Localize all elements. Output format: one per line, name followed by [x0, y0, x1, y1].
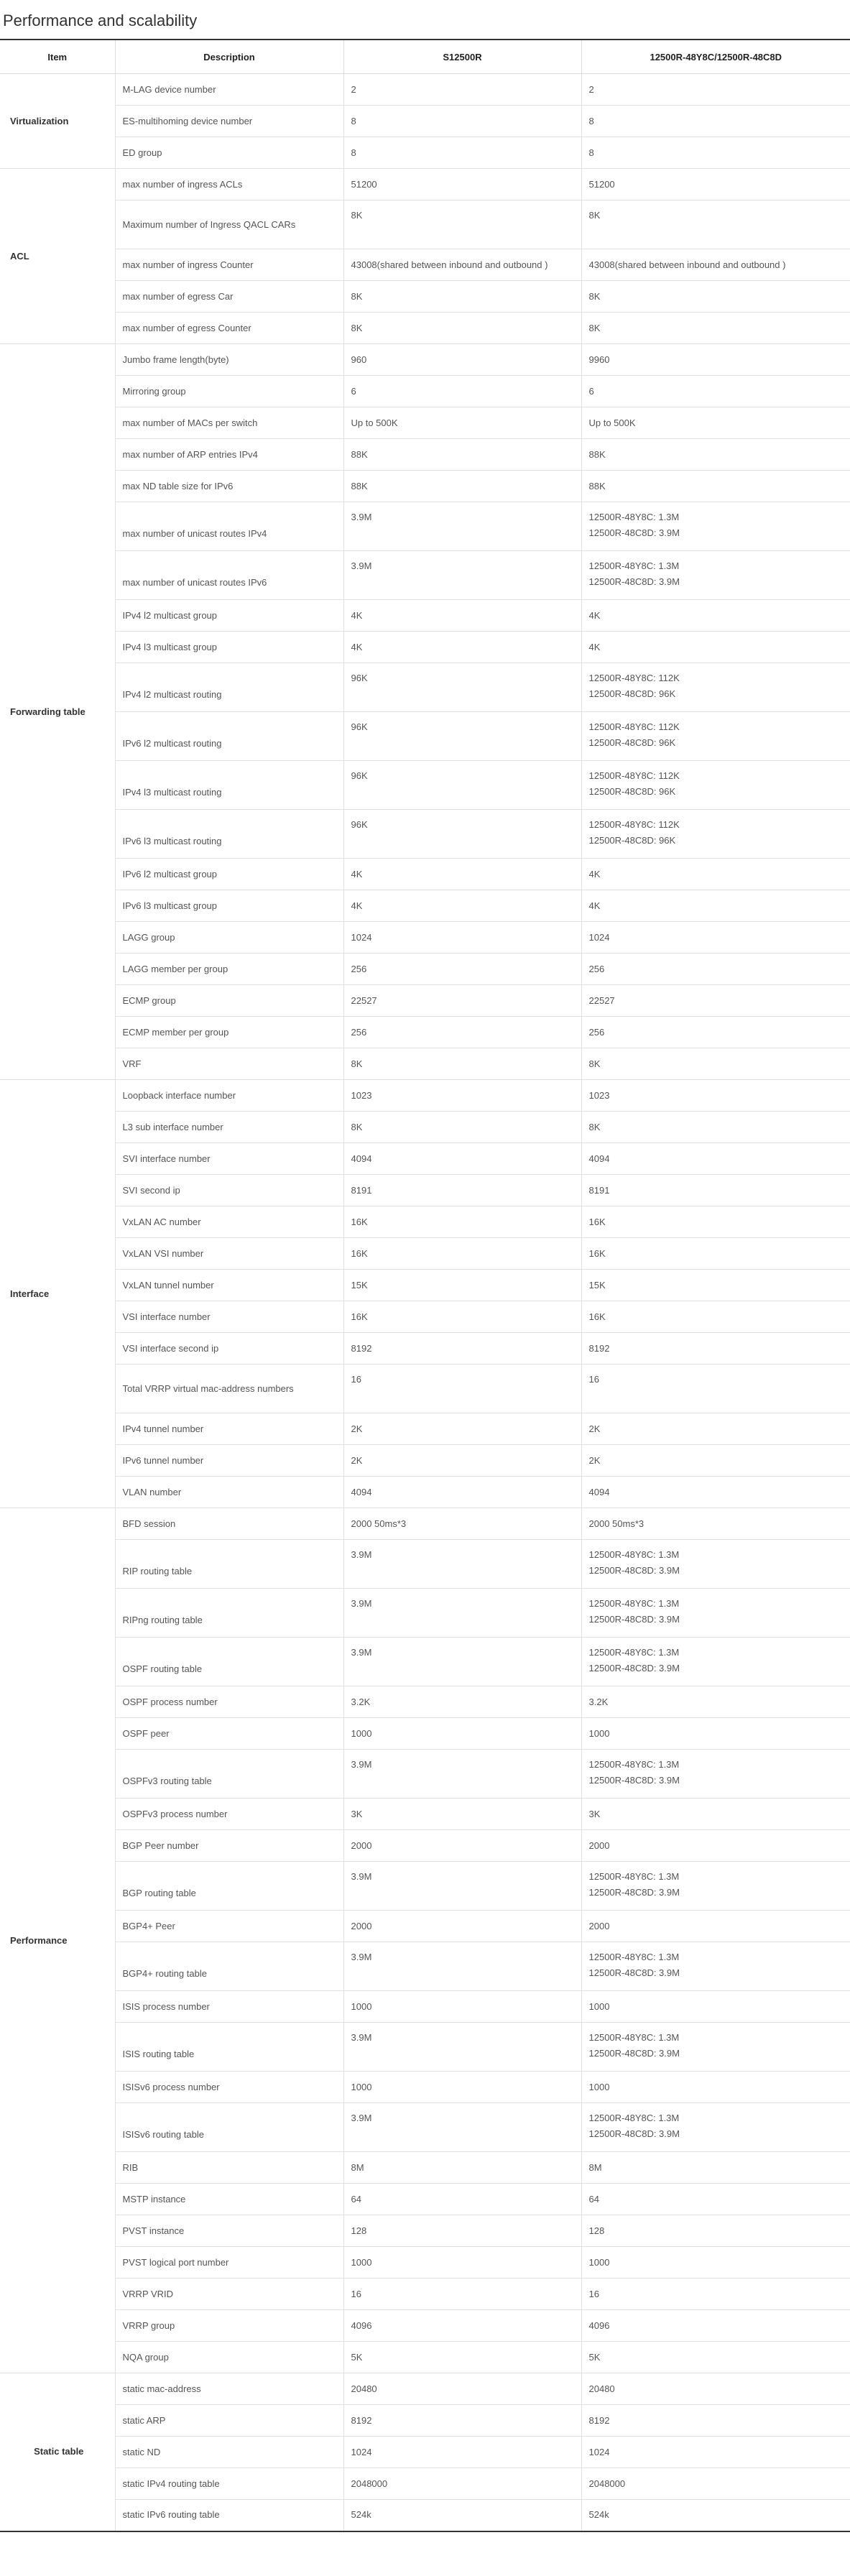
description-cell: VRF	[115, 1048, 343, 1080]
description-cell: Maximum number of Ingress QACL CARs	[115, 200, 343, 249]
table-row	[0, 2468, 850, 2500]
table-row	[0, 407, 850, 439]
description-cell: max number of ingress ACLs	[115, 169, 343, 200]
description-cell: static ND	[115, 2437, 343, 2468]
12500r-value-cell: 2000	[581, 1830, 850, 1862]
12500r-value-cell: 51200	[581, 169, 850, 200]
table-row	[0, 1080, 850, 1112]
s12500r-value-cell: 524k	[343, 2500, 581, 2531]
spec-table	[0, 39, 850, 2532]
12500r-value-cell: 3.2K	[581, 1686, 850, 1718]
description-cell: SVI interface number	[115, 1143, 343, 1175]
header-s12500r: S12500R	[343, 40, 581, 74]
description-cell: VSI interface number	[115, 1301, 343, 1333]
12500r-value-cell: 256	[581, 954, 850, 985]
description-cell: BGP Peer number	[115, 1830, 343, 1862]
description-cell: OSPFv3 routing table	[115, 1750, 343, 1799]
table-row	[0, 2437, 850, 2468]
table-row	[0, 2247, 850, 2279]
table-row	[0, 1238, 850, 1270]
s12500r-value-cell: 1000	[343, 2072, 581, 2103]
12500r-value-cell: 8	[581, 137, 850, 169]
s12500r-value-cell: 4K	[343, 600, 581, 632]
12500r-value-cell: 8M	[581, 2152, 850, 2184]
group-item-cell: Interface	[0, 1080, 115, 1508]
description-cell: VRRP VRID	[115, 2279, 343, 2310]
group-item-cell: Forwarding table	[0, 344, 115, 1080]
description-cell: IPv4 l3 multicast group	[115, 632, 343, 663]
table-row	[0, 1830, 850, 1862]
description-cell: VRRP group	[115, 2310, 343, 2342]
s12500r-value-cell: 4K	[343, 890, 581, 922]
table-row	[0, 761, 850, 810]
12500r-value-cell: 8K	[581, 1048, 850, 1080]
table-row	[0, 137, 850, 169]
group-item-cell: Performance	[0, 1508, 115, 2373]
description-cell: IPv4 tunnel number	[115, 1413, 343, 1445]
12500r-value-cell: 2K	[581, 1413, 850, 1445]
12500r-value-cell: 4094	[581, 1143, 850, 1175]
table-row	[0, 1718, 850, 1750]
s12500r-value-cell: 5K	[343, 2342, 581, 2373]
12500r-value-cell: Up to 500K	[581, 407, 850, 439]
table-row	[0, 1206, 850, 1238]
description-cell: OSPF process number	[115, 1686, 343, 1718]
group-item-cell: ACL	[0, 169, 115, 344]
description-cell: SVI second ip	[115, 1175, 343, 1206]
12500r-value-cell: 2K	[581, 1445, 850, 1477]
description-cell: OSPF peer	[115, 1718, 343, 1750]
s12500r-value-cell: 88K	[343, 439, 581, 471]
description-cell: max ND table size for IPv6	[115, 471, 343, 502]
table-row	[0, 344, 850, 376]
12500r-value-cell: 12500R-48Y8C: 1.3M 12500R-48C8D: 3.9M	[581, 1638, 850, 1686]
s12500r-value-cell: 256	[343, 954, 581, 985]
s12500r-value-cell: 3.9M	[343, 2023, 581, 2072]
table-row	[0, 1862, 850, 1911]
s12500r-value-cell: 64	[343, 2184, 581, 2215]
description-cell: Total VRRP virtual mac-address numbers	[115, 1365, 343, 1413]
table-row	[0, 1477, 850, 1508]
header-item: Item	[0, 40, 115, 74]
s12500r-value-cell: 1000	[343, 2247, 581, 2279]
12500r-value-cell: 8K	[581, 200, 850, 249]
s12500r-value-cell: 3.9M	[343, 1862, 581, 1911]
description-cell: Loopback interface number	[115, 1080, 343, 1112]
12500r-value-cell: 6	[581, 376, 850, 407]
description-cell: max number of egress Car	[115, 281, 343, 313]
s12500r-value-cell: 3.9M	[343, 1540, 581, 1589]
table-row	[0, 632, 850, 663]
s12500r-value-cell: 96K	[343, 663, 581, 712]
s12500r-value-cell: 20480	[343, 2373, 581, 2405]
description-cell: Jumbo frame length(byte)	[115, 344, 343, 376]
s12500r-value-cell: 3.9M	[343, 1589, 581, 1638]
table-row	[0, 281, 850, 313]
12500r-value-cell: 2000	[581, 1911, 850, 1942]
description-cell: ISISv6 process number	[115, 2072, 343, 2103]
table-row	[0, 2072, 850, 2103]
description-cell: static mac-address	[115, 2373, 343, 2405]
12500r-value-cell: 88K	[581, 439, 850, 471]
description-cell: RIB	[115, 2152, 343, 2184]
page-title: Performance and scalability	[3, 11, 198, 29]
s12500r-value-cell: 16K	[343, 1238, 581, 1270]
table-row	[0, 859, 850, 890]
table-row	[0, 551, 850, 600]
table-body	[0, 74, 850, 2531]
description-cell: BFD session	[115, 1508, 343, 1540]
table-row	[0, 2373, 850, 2405]
12500r-value-cell: 2000 50ms*3	[581, 1508, 850, 1540]
description-cell: IPv6 l3 multicast routing	[115, 810, 343, 859]
table-row	[0, 2184, 850, 2215]
table-row	[0, 2103, 850, 2152]
12500r-value-cell: 1024	[581, 2437, 850, 2468]
table-row	[0, 2500, 850, 2531]
s12500r-value-cell: 2000 50ms*3	[343, 1508, 581, 1540]
s12500r-value-cell: 3.9M	[343, 1638, 581, 1686]
table-row	[0, 1143, 850, 1175]
table-row	[0, 439, 850, 471]
s12500r-value-cell: 8K	[343, 1112, 581, 1143]
12500r-value-cell: 20480	[581, 2373, 850, 2405]
description-cell: LAGG member per group	[115, 954, 343, 985]
table-row	[0, 1991, 850, 2023]
12500r-value-cell: 4K	[581, 600, 850, 632]
s12500r-value-cell: 8K	[343, 1048, 581, 1080]
table-row	[0, 1750, 850, 1799]
description-cell: IPv6 l2 multicast routing	[115, 712, 343, 761]
12500r-value-cell: 43008(shared between inbound and outbound )	[581, 249, 850, 281]
12500r-value-cell: 15K	[581, 1270, 850, 1301]
description-cell: VxLAN AC number	[115, 1206, 343, 1238]
12500r-value-cell: 12500R-48Y8C: 1.3M 12500R-48C8D: 3.9M	[581, 551, 850, 600]
description-cell: max number of egress Counter	[115, 313, 343, 344]
12500r-value-cell: 1000	[581, 2247, 850, 2279]
table-row	[0, 1911, 850, 1942]
group-item-cell: Virtualization	[0, 74, 115, 169]
table-row	[0, 2215, 850, 2247]
12500r-value-cell: 12500R-48Y8C: 112K 12500R-48C8D: 96K	[581, 663, 850, 712]
description-cell: VSI interface second ip	[115, 1333, 343, 1365]
table-row	[0, 663, 850, 712]
s12500r-value-cell: 2048000	[343, 2468, 581, 2500]
s12500r-value-cell: 2	[343, 74, 581, 106]
s12500r-value-cell: 8	[343, 106, 581, 137]
description-cell: IPv4 l2 multicast routing	[115, 663, 343, 712]
description-cell: IPv4 l3 multicast routing	[115, 761, 343, 810]
table-row	[0, 1942, 850, 1991]
header-description: Description	[115, 40, 343, 74]
s12500r-value-cell: 8K	[343, 313, 581, 344]
header-row	[0, 40, 850, 74]
s12500r-value-cell: 2000	[343, 1911, 581, 1942]
table-row	[0, 74, 850, 106]
12500r-value-cell: 524k	[581, 2500, 850, 2531]
table-row	[0, 1799, 850, 1830]
12500r-value-cell: 3K	[581, 1799, 850, 1830]
description-cell: IPv6 tunnel number	[115, 1445, 343, 1477]
table-row	[0, 2023, 850, 2072]
s12500r-value-cell: 3.9M	[343, 1942, 581, 1991]
description-cell: static IPv6 routing table	[115, 2500, 343, 2531]
table-header	[0, 40, 850, 74]
description-cell: VLAN number	[115, 1477, 343, 1508]
12500r-value-cell: 12500R-48Y8C: 1.3M 12500R-48C8D: 3.9M	[581, 1540, 850, 1589]
s12500r-value-cell: 16	[343, 1365, 581, 1413]
s12500r-value-cell: 8192	[343, 1333, 581, 1365]
12500r-value-cell: 12500R-48Y8C: 112K 12500R-48C8D: 96K	[581, 761, 850, 810]
table-row	[0, 249, 850, 281]
table-row	[0, 1017, 850, 1048]
description-cell: IPv6 l2 multicast group	[115, 859, 343, 890]
s12500r-value-cell: 1000	[343, 1991, 581, 2023]
description-cell: VxLAN VSI number	[115, 1238, 343, 1270]
description-cell: NQA group	[115, 2342, 343, 2373]
s12500r-value-cell: 16K	[343, 1206, 581, 1238]
table-row	[0, 313, 850, 344]
s12500r-value-cell: 8	[343, 137, 581, 169]
group-item-cell: Static table	[0, 2373, 115, 2531]
s12500r-value-cell: 6	[343, 376, 581, 407]
s12500r-value-cell: 96K	[343, 810, 581, 859]
s12500r-value-cell: 2000	[343, 1830, 581, 1862]
12500r-value-cell: 8K	[581, 281, 850, 313]
12500r-value-cell: 16	[581, 2279, 850, 2310]
description-cell: max number of ARP entries IPv4	[115, 439, 343, 471]
s12500r-value-cell: 3.9M	[343, 2103, 581, 2152]
s12500r-value-cell: 4096	[343, 2310, 581, 2342]
description-cell: max number of unicast routes IPv4	[115, 502, 343, 551]
12500r-value-cell: 16K	[581, 1238, 850, 1270]
12500r-value-cell: 8	[581, 106, 850, 137]
s12500r-value-cell: 8192	[343, 2405, 581, 2437]
12500r-value-cell: 12500R-48Y8C: 1.3M 12500R-48C8D: 3.9M	[581, 2023, 850, 2072]
12500r-value-cell: 12500R-48Y8C: 112K 12500R-48C8D: 96K	[581, 712, 850, 761]
s12500r-value-cell: 8191	[343, 1175, 581, 1206]
description-cell: max number of unicast routes IPv6	[115, 551, 343, 600]
description-cell: RIP routing table	[115, 1540, 343, 1589]
12500r-value-cell: 4094	[581, 1477, 850, 1508]
s12500r-value-cell: 1023	[343, 1080, 581, 1112]
table-row	[0, 106, 850, 137]
s12500r-value-cell: 1000	[343, 1718, 581, 1750]
s12500r-value-cell: 3K	[343, 1799, 581, 1830]
12500r-value-cell: 9960	[581, 344, 850, 376]
table-row	[0, 169, 850, 200]
12500r-value-cell: 4096	[581, 2310, 850, 2342]
s12500r-value-cell: 2K	[343, 1445, 581, 1477]
s12500r-value-cell: 96K	[343, 712, 581, 761]
s12500r-value-cell: 3.9M	[343, 1750, 581, 1799]
table-row	[0, 1686, 850, 1718]
s12500r-value-cell: 22527	[343, 985, 581, 1017]
12500r-value-cell: 12500R-48Y8C: 1.3M 12500R-48C8D: 3.9M	[581, 1862, 850, 1911]
table-row	[0, 712, 850, 761]
s12500r-value-cell: 128	[343, 2215, 581, 2247]
description-cell: BGP routing table	[115, 1862, 343, 1911]
description-cell: PVST logical port number	[115, 2247, 343, 2279]
s12500r-value-cell: 88K	[343, 471, 581, 502]
header-12500r-48y8c-48c8d: 12500R-48Y8C/12500R-48C8D	[581, 40, 850, 74]
s12500r-value-cell: 4K	[343, 859, 581, 890]
12500r-value-cell: 16	[581, 1365, 850, 1413]
description-cell: MSTP instance	[115, 2184, 343, 2215]
12500r-value-cell: 1000	[581, 1718, 850, 1750]
12500r-value-cell: 8192	[581, 2405, 850, 2437]
12500r-value-cell: 12500R-48Y8C: 1.3M 12500R-48C8D: 3.9M	[581, 2103, 850, 2152]
table-row	[0, 1365, 850, 1413]
description-cell: RIPng routing table	[115, 1589, 343, 1638]
s12500r-value-cell: 15K	[343, 1270, 581, 1301]
s12500r-value-cell: 3.2K	[343, 1686, 581, 1718]
s12500r-value-cell: 16K	[343, 1301, 581, 1333]
description-cell: L3 sub interface number	[115, 1112, 343, 1143]
s12500r-value-cell: 4094	[343, 1143, 581, 1175]
12500r-value-cell: 128	[581, 2215, 850, 2247]
12500r-value-cell: 1024	[581, 922, 850, 954]
description-cell: Mirroring group	[115, 376, 343, 407]
12500r-value-cell: 8K	[581, 1112, 850, 1143]
12500r-value-cell: 12500R-48Y8C: 1.3M 12500R-48C8D: 3.9M	[581, 1750, 850, 1799]
table-row	[0, 1270, 850, 1301]
table-row	[0, 1301, 850, 1333]
s12500r-value-cell: 8K	[343, 200, 581, 249]
s12500r-value-cell: 43008(shared between inbound and outbound )	[343, 249, 581, 281]
table-row	[0, 1333, 850, 1365]
12500r-value-cell: 1000	[581, 2072, 850, 2103]
table-row	[0, 1413, 850, 1445]
description-cell: IPv6 l3 multicast group	[115, 890, 343, 922]
description-cell: IPv4 l2 multicast group	[115, 600, 343, 632]
12500r-value-cell: 12500R-48Y8C: 1.3M 12500R-48C8D: 3.9M	[581, 502, 850, 551]
table-row	[0, 922, 850, 954]
description-cell: PVST instance	[115, 2215, 343, 2247]
description-cell: ECMP member per group	[115, 1017, 343, 1048]
description-cell: LAGG group	[115, 922, 343, 954]
s12500r-value-cell: 3.9M	[343, 502, 581, 551]
s12500r-value-cell: 960	[343, 344, 581, 376]
table-row	[0, 1540, 850, 1589]
table-row	[0, 1048, 850, 1080]
12500r-value-cell: 88K	[581, 471, 850, 502]
table-row	[0, 890, 850, 922]
s12500r-value-cell: 4K	[343, 632, 581, 663]
s12500r-value-cell: 2K	[343, 1413, 581, 1445]
description-cell: ISISv6 routing table	[115, 2103, 343, 2152]
description-cell: OSPF routing table	[115, 1638, 343, 1686]
s12500r-value-cell: 16	[343, 2279, 581, 2310]
description-cell: max number of ingress Counter	[115, 249, 343, 281]
s12500r-value-cell: 3.9M	[343, 551, 581, 600]
s12500r-value-cell: 51200	[343, 169, 581, 200]
s12500r-value-cell: 1024	[343, 2437, 581, 2468]
s12500r-value-cell: 8K	[343, 281, 581, 313]
description-cell: M-LAG device number	[115, 74, 343, 106]
12500r-value-cell: 16K	[581, 1301, 850, 1333]
description-cell: ES-multihoming device number	[115, 106, 343, 137]
12500r-value-cell: 4K	[581, 890, 850, 922]
table-row	[0, 376, 850, 407]
table-row	[0, 600, 850, 632]
description-cell: ISIS routing table	[115, 2023, 343, 2072]
description-cell: ED group	[115, 137, 343, 169]
description-cell: OSPFv3 process number	[115, 1799, 343, 1830]
description-cell: static ARP	[115, 2405, 343, 2437]
12500r-value-cell: 64	[581, 2184, 850, 2215]
description-cell: ECMP group	[115, 985, 343, 1017]
12500r-value-cell: 12500R-48Y8C: 1.3M 12500R-48C8D: 3.9M	[581, 1589, 850, 1638]
description-cell: BGP4+ routing table	[115, 1942, 343, 1991]
s12500r-value-cell: 4094	[343, 1477, 581, 1508]
table-row	[0, 2279, 850, 2310]
table-row	[0, 2310, 850, 2342]
table-row	[0, 471, 850, 502]
table-row	[0, 954, 850, 985]
12500r-value-cell: 2	[581, 74, 850, 106]
12500r-value-cell: 22527	[581, 985, 850, 1017]
12500r-value-cell: 1000	[581, 1991, 850, 2023]
table-row	[0, 1175, 850, 1206]
table-row	[0, 1589, 850, 1638]
s12500r-value-cell: 96K	[343, 761, 581, 810]
s12500r-value-cell: Up to 500K	[343, 407, 581, 439]
table-row	[0, 810, 850, 859]
12500r-value-cell: 4K	[581, 632, 850, 663]
table-row	[0, 200, 850, 249]
12500r-value-cell: 256	[581, 1017, 850, 1048]
12500r-value-cell: 5K	[581, 2342, 850, 2373]
description-cell: ISIS process number	[115, 1991, 343, 2023]
table-row	[0, 1508, 850, 1540]
table-row	[0, 2152, 850, 2184]
table-row	[0, 1112, 850, 1143]
table-row	[0, 2342, 850, 2373]
description-cell: max number of MACs per switch	[115, 407, 343, 439]
s12500r-value-cell: 8M	[343, 2152, 581, 2184]
12500r-value-cell: 2048000	[581, 2468, 850, 2500]
description-cell: VxLAN tunnel number	[115, 1270, 343, 1301]
12500r-value-cell: 12500R-48Y8C: 112K 12500R-48C8D: 96K	[581, 810, 850, 859]
table-row	[0, 1445, 850, 1477]
table-row	[0, 985, 850, 1017]
12500r-value-cell: 1023	[581, 1080, 850, 1112]
12500r-value-cell: 4K	[581, 859, 850, 890]
12500r-value-cell: 8192	[581, 1333, 850, 1365]
12500r-value-cell: 16K	[581, 1206, 850, 1238]
table-row	[0, 2405, 850, 2437]
table-row	[0, 502, 850, 551]
12500r-value-cell: 8191	[581, 1175, 850, 1206]
description-cell: BGP4+ Peer	[115, 1911, 343, 1942]
description-cell: static IPv4 routing table	[115, 2468, 343, 2500]
12500r-value-cell: 8K	[581, 313, 850, 344]
s12500r-value-cell: 256	[343, 1017, 581, 1048]
s12500r-value-cell: 1024	[343, 922, 581, 954]
12500r-value-cell: 12500R-48Y8C: 1.3M 12500R-48C8D: 3.9M	[581, 1942, 850, 1991]
table-row	[0, 1638, 850, 1686]
